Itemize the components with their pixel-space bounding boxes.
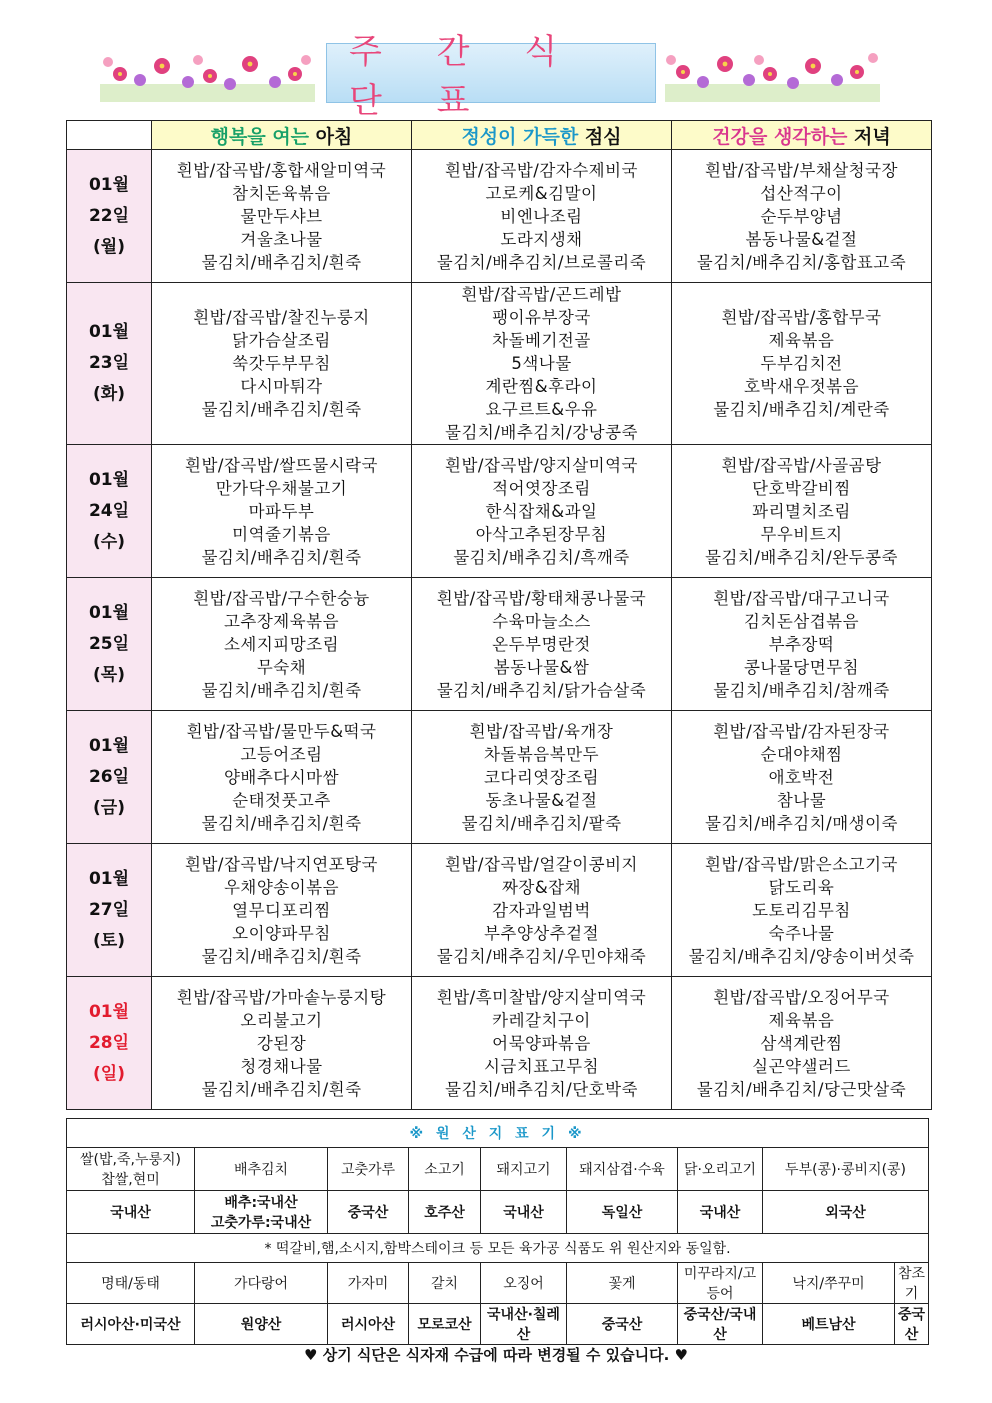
dinner-header (672, 121, 932, 150)
origin-label-rice (67, 1148, 195, 1191)
menu-item: 꽈리멸치조림 (752, 501, 851, 521)
menu-item: 순대야채찜 (760, 744, 843, 764)
dinner-cell (672, 977, 932, 1110)
day-date: 23일 (88, 353, 130, 373)
breakfast-cell (152, 578, 412, 711)
day-month: 01월 (88, 322, 130, 342)
menu-item: 물만두샤브 (240, 206, 323, 226)
menu-item: 두부김치전 (760, 354, 843, 373)
day-weekday: (월) (93, 236, 125, 257)
menu-item: 마파두부 (248, 501, 315, 521)
day-month: 01월 (88, 868, 130, 889)
menu-item: 흰밥/잡곡밥/낙지연포탕국 (185, 854, 378, 874)
menu-item: 물김치/배추김치/흰죽 (201, 813, 362, 833)
menu-item: 섭산적구이 (760, 183, 843, 203)
menu-item: 흰밥/잡곡밥/쌀뜨물시락국 (185, 455, 378, 475)
menu-item: 흰밥/잡곡밥/양지살미역국 (445, 455, 638, 475)
origin-label-loach-mackerel: 미꾸라지/고등어 (678, 1263, 763, 1304)
menu-item: 숙주나물 (768, 923, 835, 943)
lunch-cell (412, 150, 672, 283)
origin-label-poultry: 닭·오리고기 (678, 1148, 763, 1191)
menu-item: 고추장제육볶음 (223, 611, 340, 631)
menu-day-row (67, 844, 932, 977)
menu-day-row (67, 283, 932, 445)
origin-value-tofu: 외국산 (763, 1191, 929, 1234)
menu-item: 코다리엿장조림 (483, 767, 600, 787)
origin-title: ※ 원 산 지 표 기 ※ (67, 1119, 929, 1148)
day-date: 26일 (88, 766, 130, 787)
menu-item: 수육마늘소스 (492, 611, 591, 631)
day-date: 28일 (88, 1032, 130, 1053)
origin-label-skipjack: 가다랑어 (195, 1263, 328, 1304)
menu-item: 제육볶음 (768, 331, 835, 350)
breakfast-cell (152, 283, 412, 445)
menu-item: 참치돈육볶음 (232, 183, 331, 203)
origin-label-chili: 고춧가루 (328, 1148, 409, 1191)
origin-label-pork-belly: 돼지삼겹·수육 (567, 1148, 678, 1191)
day-label (67, 578, 152, 711)
origin-value-hairtail: 모로코산 (409, 1304, 481, 1345)
menu-item: 순두부양념 (760, 206, 843, 226)
breakfast-cell (152, 150, 412, 283)
menu-item: 무숙채 (256, 657, 307, 677)
origin-label-flounder: 가자미 (328, 1263, 409, 1304)
origin-value-pollock: 러시아산·미국산 (67, 1304, 195, 1345)
menu-item: 어묵양파볶음 (492, 1033, 591, 1053)
day-date: 25일 (88, 633, 130, 654)
menu-item: 흰밥/잡곡밥/사골곰탕 (721, 455, 882, 475)
menu-item: 제육볶음 (768, 1010, 835, 1030)
origin-label-pork: 돼지고기 (481, 1148, 567, 1191)
lunch-cell (412, 578, 672, 711)
menu-item: 봄동나물&쌈 (493, 657, 590, 677)
menu-item: 짜장&잡채 (501, 877, 582, 897)
lunch-cell (412, 844, 672, 977)
day-month: 01월 (88, 1001, 130, 1022)
menu-item: 고로케&김말이 (485, 183, 598, 203)
menu-item: 도토리김무침 (752, 900, 851, 920)
weekly-menu-table (66, 120, 932, 1110)
origin-value-kimchi (195, 1191, 328, 1234)
origin-label-octopus: 낙지/쭈꾸미 (763, 1263, 895, 1304)
menu-item: 열무디포리찜 (232, 900, 331, 920)
origin-value-chili: 중국산 (328, 1191, 409, 1234)
menu-item: 무우비트지 (760, 524, 843, 544)
origin-value-pork: 국내산 (481, 1191, 567, 1234)
menu-item: 콩나물당면무침 (743, 657, 860, 677)
menu-item: 물김치/배추김치/매생이죽 (705, 813, 898, 833)
breakfast-cell (152, 711, 412, 844)
menu-item: 미역줄기볶음 (232, 524, 331, 544)
origin-label-croaker: 참조기 (895, 1263, 929, 1304)
menu-item: 봄동나물&겉절 (745, 229, 858, 249)
menu-item: 도라지생채 (500, 229, 583, 249)
menu-item: 물김치/배추김치/닭가슴살죽 (436, 680, 647, 700)
menu-item: 물김치/배추김치/당근맛살죽 (696, 1079, 907, 1099)
menu-item: 순태젓풋고추 (232, 790, 331, 810)
menu-item: 온두부명란젓 (492, 634, 591, 654)
menu-item: 부추장떡 (768, 634, 835, 654)
flower-decoration-right (665, 50, 880, 102)
menu-item: 물김치/배추김치/흰죽 (201, 680, 362, 700)
lunch-cell (412, 977, 672, 1110)
menu-item: 흰밥/잡곡밥/홍합새알미역국 (176, 160, 387, 180)
menu-item: 쑥갓두부무침 (232, 354, 331, 373)
day-label (67, 711, 152, 844)
menu-item: 애호박전 (768, 767, 835, 787)
day-month: 01월 (88, 735, 130, 756)
day-label (67, 150, 152, 283)
menu-item: 차돌베기전골 (492, 331, 591, 350)
day-label (67, 445, 152, 578)
lunch-cell (412, 283, 672, 445)
menu-item: 물김치/배추김치/양송이버섯죽 (688, 946, 915, 966)
dinner-header-meal: 저녁 (854, 125, 891, 148)
menu-item: 흰밥/잡곡밥/구수한숭늉 (193, 588, 370, 608)
menu-item: 겨울초나물 (240, 229, 323, 249)
lunch-header-meal: 점심 (584, 125, 622, 148)
origin-label-beef: 소고기 (409, 1148, 481, 1191)
menu-item: 물김치/배추김치/강낭콩죽 (445, 423, 638, 442)
menu-item: 흰밥/흑미찰밥/양지살미역국 (436, 987, 647, 1007)
origin-value-beef: 호주산 (409, 1191, 481, 1234)
corner-cell (67, 121, 152, 150)
menu-item: 물김치/배추김치/단호박죽 (445, 1079, 638, 1099)
menu-item: 물김치/배추김치/흰죽 (201, 400, 362, 419)
menu-item: 한식잡채&과일 (485, 501, 598, 521)
footer-notice: ♥ 상기 식단은 식자재 수급에 따라 변경될 수 있습니다. ♥ (304, 1346, 688, 1364)
menu-item: 카레갈치구이 (492, 1010, 591, 1030)
day-date: 22일 (88, 205, 130, 226)
origin-value-octopus: 베트남산 (763, 1304, 895, 1345)
lunch-cell (412, 711, 672, 844)
menu-item: 아삭고추된장무침 (475, 524, 608, 544)
dinner-cell (672, 711, 932, 844)
day-weekday: (토) (93, 930, 125, 951)
menu-item: 참나물 (776, 790, 827, 810)
lunch-header-prefix: 정성이 가득한 (461, 125, 585, 148)
menu-item: 강된장 (256, 1033, 307, 1053)
menu-item: 물김치/배추김치/참깨죽 (713, 680, 890, 700)
menu-item: 흰밥/잡곡밥/맑은소고기국 (705, 854, 898, 874)
breakfast-cell (152, 977, 412, 1110)
menu-day-row (67, 150, 932, 283)
menu-item: 호박새우젓볶음 (743, 377, 860, 396)
menu-day-row (67, 711, 932, 844)
day-label (67, 283, 152, 445)
menu-item: 닭도리육 (768, 877, 835, 897)
menu-item: 물김치/배추김치/흰죽 (201, 252, 362, 272)
menu-item: 물김치/배추김치/계란죽 (713, 400, 890, 419)
menu-item: 오리불고기 (240, 1010, 323, 1030)
origin-value-skipjack: 원양산 (195, 1304, 328, 1345)
origin-note: * 떡갈비,햄,소시지,함박스테이크 등 모든 육가공 식품도 위 원산지와 동일함. (67, 1234, 929, 1263)
menu-item: 물김치/배추김치/팥죽 (461, 813, 622, 833)
day-month: 01월 (88, 174, 130, 195)
origin-value-squid: 국내산·칠레산 (481, 1304, 567, 1345)
menu-item: 흰밥/잡곡밥/물만두&떡국 (186, 721, 377, 741)
menu-item: 흰밥/잡곡밥/곤드레밥 (461, 285, 622, 304)
menu-item: 단호박갈비찜 (752, 478, 851, 498)
menu-item: 흰밥/잡곡밥/황태채콩나물국 (436, 588, 647, 608)
menu-item: 부추양상추겉절 (483, 923, 600, 943)
origin-value-loach-mackerel: 중국산/국내산 (678, 1304, 763, 1345)
day-weekday: (목) (93, 664, 125, 685)
menu-item: 물김치/배추김치/흰죽 (201, 547, 362, 567)
menu-item: 흰밥/잡곡밥/홍합무국 (721, 308, 882, 327)
menu-item: 삼색계란찜 (760, 1033, 843, 1053)
origin-value-rice: 국내산 (67, 1191, 195, 1234)
menu-item: 물김치/배추김치/완두콩죽 (705, 547, 898, 567)
dinner-header-prefix: 건강을 생각하는 (712, 125, 854, 148)
menu-item: 실곤약샐러드 (752, 1056, 851, 1076)
breakfast-header (152, 121, 412, 150)
menu-item: 시금치표고무침 (483, 1056, 600, 1076)
breakfast-header-prefix: 행복을 여는 (210, 125, 316, 148)
dinner-cell (672, 844, 932, 977)
menu-item: 고등어조림 (240, 744, 323, 764)
menu-day-row (67, 445, 932, 578)
menu-item: 차돌볶음복만두 (483, 744, 600, 764)
menu-item: 팽이유부장국 (492, 308, 591, 327)
day-month: 01월 (88, 602, 130, 623)
origin-label-pollock: 명태/동태 (67, 1263, 195, 1304)
menu-item: 물김치/배추김치/우민야채죽 (436, 946, 647, 966)
day-month: 01월 (88, 469, 130, 490)
menu-item: 우채양송이볶음 (223, 877, 340, 897)
origin-value-kimchi-line1: 배추:국내산 (224, 1195, 298, 1211)
origin-label-squid: 오징어 (481, 1263, 567, 1304)
dinner-cell (672, 283, 932, 445)
menu-item: 양배추다시마쌈 (223, 767, 340, 787)
menu-item: 물김치/배추김치/흰죽 (201, 1079, 362, 1099)
menu-day-row (67, 977, 932, 1110)
origin-label-crab: 꽃게 (567, 1263, 678, 1304)
origin-label-rice-line1: 쌀(밥,죽,누룽지) (80, 1152, 181, 1168)
menu-header-row (67, 121, 932, 150)
menu-item: 닭가슴살조림 (232, 331, 331, 350)
origin-value-croaker: 중국산 (895, 1304, 929, 1345)
origin-value-flounder: 러시아산 (328, 1304, 409, 1345)
day-weekday: (수) (93, 531, 125, 552)
menu-item: 김치돈삼겹볶음 (743, 611, 860, 631)
menu-item: 소세지피망조림 (223, 634, 340, 654)
lunch-cell (412, 445, 672, 578)
menu-item: 5색나물 (511, 354, 572, 373)
menu-item: 흰밥/잡곡밥/얼갈이콩비지 (445, 854, 638, 874)
day-date: 24일 (88, 500, 130, 521)
menu-item: 청경채나물 (240, 1056, 323, 1076)
origin-value-poultry: 국내산 (678, 1191, 763, 1234)
menu-item: 물김치/배추김치/흑깨죽 (453, 547, 630, 567)
menu-item: 오이양파무침 (232, 923, 331, 943)
menu-item: 흰밥/잡곡밥/대구고니국 (713, 588, 890, 608)
day-weekday: (일) (93, 1063, 125, 1084)
menu-item: 흰밥/잡곡밥/부채살청국장 (705, 160, 898, 180)
breakfast-header-meal: 아침 (315, 125, 353, 148)
menu-day-row (67, 578, 932, 711)
menu-item: 다시마튀각 (240, 377, 323, 396)
origin-label-rice-line2: 찹쌀,현미 (101, 1172, 160, 1188)
breakfast-cell (152, 844, 412, 977)
origin-label-hairtail: 갈치 (409, 1263, 481, 1304)
origin-label-tofu: 두부(콩)·콩비지(콩) (763, 1148, 929, 1191)
menu-item: 흰밥/잡곡밥/오징어무국 (713, 987, 890, 1007)
menu-item: 흰밥/잡곡밥/가마솥누룽지탕 (176, 987, 387, 1007)
origin-value-kimchi-line2: 고춧가루:국내산 (210, 1215, 312, 1231)
flower-decoration-left (100, 50, 315, 102)
dinner-cell (672, 150, 932, 283)
origin-value-pork-belly: 독일산 (567, 1191, 678, 1234)
day-date: 27일 (88, 899, 130, 920)
title-text: 주 간 식 단 표 (349, 32, 580, 121)
origin-value-crab: 중국산 (567, 1304, 678, 1345)
menu-item: 물김치/배추김치/브로콜리죽 (436, 252, 647, 272)
menu-item: 동초나물&겉절 (485, 790, 598, 810)
origin-label-kimchi: 배추김치 (195, 1148, 328, 1191)
menu-item: 흰밥/잡곡밥/감자된장국 (713, 721, 890, 741)
day-label (67, 844, 152, 977)
menu-item: 흰밥/잡곡밥/육개장 (469, 721, 614, 741)
menu-item: 요구르트&우유 (485, 400, 598, 419)
menu-item: 적어엿장조림 (492, 478, 591, 498)
menu-item: 계란찜&후라이 (485, 377, 598, 396)
menu-item: 물김치/배추김치/흰죽 (201, 946, 362, 966)
dinner-cell (672, 445, 932, 578)
menu-item: 흰밥/잡곡밥/감자수제비국 (445, 160, 638, 180)
menu-item: 만가닥우채불고기 (215, 478, 348, 498)
day-weekday: (화) (93, 384, 125, 404)
origin-table (66, 1118, 929, 1345)
menu-item: 물김치/배추김치/홍합표고죽 (696, 252, 907, 272)
menu-item: 비엔나조림 (500, 206, 583, 226)
lunch-header (412, 121, 672, 150)
menu-item: 감자과일범벅 (492, 900, 591, 920)
day-weekday: (금) (93, 797, 125, 818)
page-title (326, 32, 656, 121)
menu-item: 흰밥/잡곡밥/찰진누룽지 (193, 308, 370, 327)
dinner-cell (672, 578, 932, 711)
breakfast-cell (152, 445, 412, 578)
day-label (67, 977, 152, 1110)
